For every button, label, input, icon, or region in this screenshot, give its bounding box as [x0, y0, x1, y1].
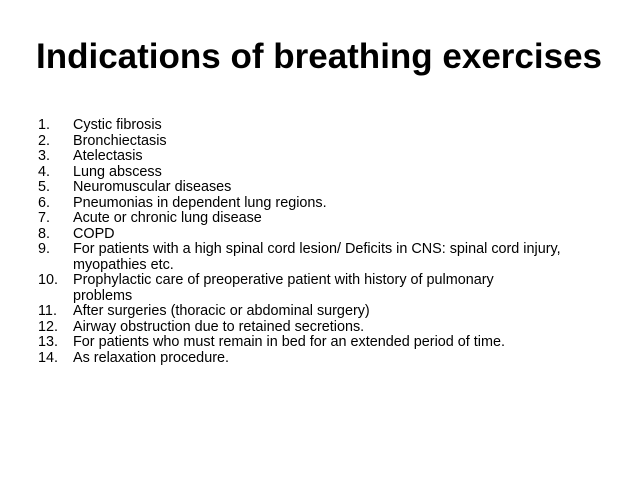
list-item-number: 9. — [38, 241, 51, 257]
slide-title: Indications of breathing exercises — [36, 37, 602, 76]
list-item-text: Lung abscess — [73, 163, 162, 180]
list-item-text: As relaxation procedure. — [73, 349, 229, 366]
list-item-text: Cystic fibrosis — [73, 117, 162, 133]
list-item-number: 2. — [38, 132, 51, 149]
list-item — [0, 320, 638, 336]
list-item-number: 13. — [38, 334, 59, 350]
list-item — [0, 211, 638, 227]
list-item-text: COPD — [73, 225, 115, 242]
list-item-text: Acute or chronic lung disease — [73, 210, 262, 226]
list-item-text: For patients with a high spinal cord lesion/ Deficits in CNS: spinal cord injury, myopathies etc. — [73, 241, 561, 273]
list-item-text: Pneumonias in dependent lung regions. — [73, 194, 327, 211]
list-item-text: After surgeries (thoracic or abdominal surgery) — [73, 303, 370, 319]
list-item — [0, 335, 638, 351]
list-item-text: For patients who must remain in bed for an extended period of time. — [73, 334, 505, 350]
list-item — [0, 196, 638, 212]
list-item — [0, 165, 638, 181]
list-item — [0, 351, 638, 367]
list-item-number: 7. — [38, 210, 51, 226]
list-item-number: 11. — [38, 303, 57, 319]
list-item — [0, 242, 638, 273]
indications-list — [0, 118, 638, 366]
list-item-text: Prophylactic care of preoperative patient with history of pulmonary problems — [73, 272, 494, 304]
list-item-number: 14. — [38, 349, 59, 366]
list-item-text: Atelectasis — [73, 148, 143, 164]
list-item-number: 10. — [38, 272, 59, 288]
list-item-text: Airway obstruction due to retained secretions. — [73, 318, 365, 335]
list-item-number: 3. — [38, 148, 51, 164]
list-item-number: 1. — [38, 117, 51, 133]
list-item-number: 5. — [38, 179, 51, 195]
list-item-text: Bronchiectasis — [73, 132, 167, 149]
list-item — [0, 134, 638, 150]
list-item-number: 8. — [38, 225, 51, 242]
list-item — [0, 149, 638, 165]
list-item — [0, 304, 638, 320]
list-item-number: 12. — [38, 318, 59, 335]
list-item-number: 4. — [38, 163, 51, 180]
list-item — [0, 227, 638, 243]
list-item — [0, 118, 638, 134]
list-item — [0, 180, 638, 196]
list-item — [0, 273, 638, 304]
list-item-text: Neuromuscular diseases — [73, 179, 232, 195]
list-item-number: 6. — [38, 194, 51, 211]
